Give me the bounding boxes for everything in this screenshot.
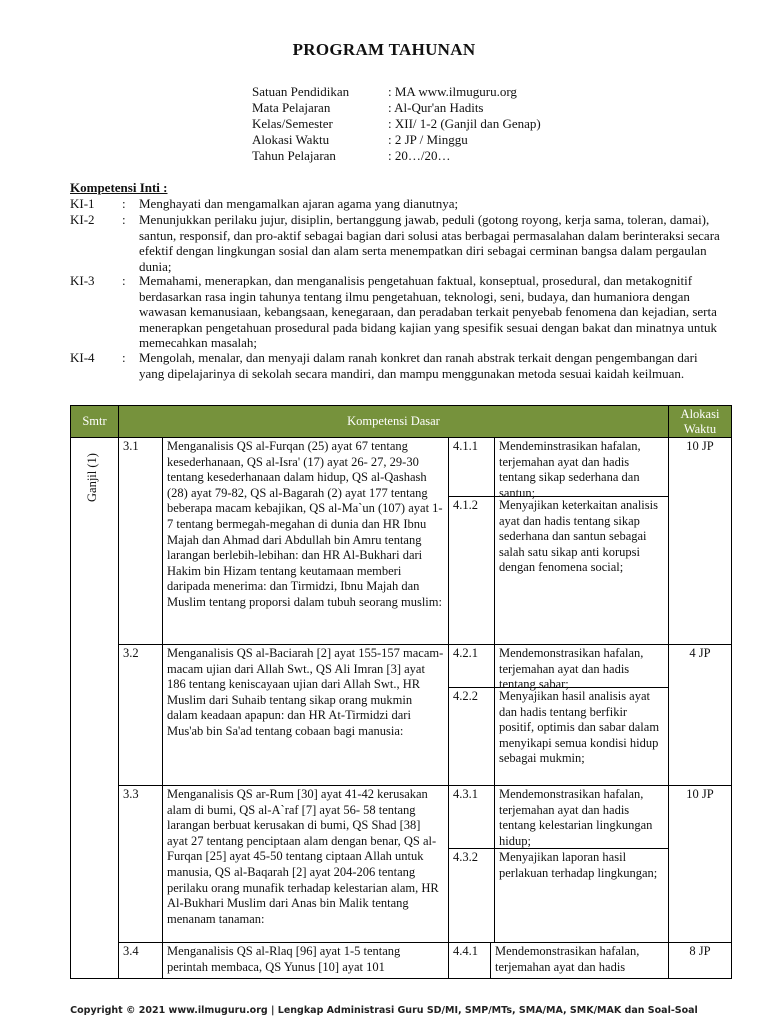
ki-text: Menunjukkan perilaku jujur, disiplin, bertanggung jawab, peduli (gotong royong, kerja sama, toleran, damai), santun, responsif, dan pro-aktif sebagai bagian dari solusi atas berbagai permasalahan dalam berinteraksi secara efektif dengan lingkungan sosial dan alam serta menempatkan diri sebagai cerminan bangsa dalam pergaulan dunia;: [139, 212, 720, 274]
kd-table: [70, 405, 732, 979]
header-alokasi-waktu: Alokasi Waktu: [669, 406, 732, 438]
ki-colon: :: [122, 212, 126, 227]
kd-text: Menganalisis QS ar-Rum [30] ayat 41-42 kerusakan alam di bumi, QS al-A`raf [7] ayat 56- 58 tentang larangan berbuat kerusakan di bumi, QS Shad [38] ayat 27 tentang penciptaan alam dengan benar, QS al-Furqan [25] ayat 45-50 tentang ciptaan Allah untuk manusia, QS al-Baqarah [2] ayat 204-206 tentang perilaku orang munafik terhadap kelestarian alam, HR Al-Bukhari Muslim dari Anas bin Malik tentang menanam tanaman:: [163, 786, 449, 943]
ki-code: KI-2: [70, 212, 95, 227]
page-title: PROGRAM TAHUNAN: [292, 40, 476, 59]
identity-value: : XII/ 1-2 (Ganjil dan Genap): [388, 116, 541, 131]
semester-label: Ganjil (1): [85, 453, 99, 502]
kd-number: 3.4: [119, 943, 163, 979]
sub-kd-text: Menyajikan laporan hasil perlakuan terhadap lingkungan;: [499, 850, 658, 880]
kd-number: 3.3: [119, 786, 163, 943]
table-row: [71, 438, 732, 645]
footer-copyright: Copyright © 2021 www.ilmuguru.org | Lengkap Administrasi Guru SD/MI, SMP/MTs, SMA/MA, SMK/MAK dan Soal-Soal: [70, 1005, 698, 1016]
sub-kd-number: 4.2.2: [449, 688, 495, 785]
identity-value: : Al-Qur'an Hadits: [388, 100, 484, 115]
ki-code: KI-4: [70, 350, 95, 365]
alokasi-value: 10 JP: [669, 786, 732, 943]
identity-row: [252, 84, 541, 100]
sub-kd-text: Mendemonstrasikan hafalan, terjemahan ayat dan hadis tentang kelestarian lingkungan hidup;: [499, 787, 653, 848]
identity-label: Alokasi Waktu: [252, 132, 330, 147]
semester-cell: [71, 438, 119, 979]
sub-kd-item: [449, 497, 668, 644]
kd-text: Menganalisis QS al-Rlaq [96] ayat 1-5 tentang perintah membaca, QS Yunus [10] ayat 101: [163, 943, 449, 979]
identity-value: : MA www.ilmuguru.org: [388, 84, 517, 99]
sub-kd-text: Menyajikan hasil analisis ayat dan hadis tentang berfikir positif, optimis dan sabar dalam menyikapi semua kondisi hidup sebagai mukmin;: [499, 689, 660, 766]
sub-kd-number: 4.1.1: [449, 438, 495, 496]
table-row: [71, 786, 732, 943]
identity-row: [252, 148, 541, 164]
ki-colon: :: [122, 273, 126, 288]
identity-row: [252, 116, 541, 132]
kd-number: 3.1: [119, 438, 163, 645]
kd-number: 3.2: [119, 645, 163, 786]
ki-text: Menghayati dan mengamalkan ajaran agama yang dianutnya;: [139, 196, 459, 211]
sub-kd-text: Menyajikan keterkaitan analisis ayat dan hadis tentang sikap sederhana dan santun sebagai salah satu sikap anti korupsi dengan fenomena social;: [499, 498, 658, 575]
identity-value: : 2 JP / Minggu: [388, 132, 468, 147]
sub-kd-number: 4.3.2: [449, 849, 495, 942]
identity-block: [252, 84, 541, 164]
ki-text: Mengolah, menalar, dan menyaji dalam ranah konkret dan ranah abstrak terkait dengan pengembangan dari yang dipelajarinya di sekolah secara mandiri, dan mampu menggunakan metoda sesuai kaidah keilmuan.: [139, 350, 698, 381]
header-smtr: Smtr: [71, 406, 119, 438]
kd-text: Menganalisis QS al-Furqan (25) ayat 67 tentang kesederhanaan, QS al-Isra' (17) ayat 26- 27, 29-30 tentang kesederhanaan dalam hidup, QS al-Qashash (28) ayat 79-82, QS al-Bagarah (2) ayat 177 tentang beberapa macam kebajikan, QS al-Ma`un (107) ayat 1-7 tentang bermegah-megahan di dunia dan HR Ibnu Majah dan Ahmad dari Abdullah bin Amru tentang larangan berlebih-lebihan: dan HR Al-Bukhari dari Hakim bin Hizam tentang keutamaan memberi daripada menerima: dan Tirmidzi, Ibnu Majah dan Muslim tentang proporsi dalam tubuh seorang muslim:: [163, 438, 449, 645]
ki-item: [70, 196, 720, 212]
identity-row: [252, 132, 541, 148]
alokasi-value: 4 JP: [669, 645, 732, 786]
sub-kd-text: Mendemonstrasikan hafalan, terjemahan ayat dan hadis: [491, 943, 669, 979]
alokasi-value: 10 JP: [669, 438, 732, 645]
ki-colon: :: [122, 196, 126, 211]
ki-item: [70, 273, 720, 351]
kd-text: Menganalisis QS al-Baciarah [2] ayat 155-157 macam-macam ujian dari Allah Swt., QS Ali Imran [3] ayat 186 tentang keniscayaan ujian dari Allah Swt., HR Muslim dari Suhaib tentang sikap orang mukmin dalam keadaan apapun: dan HR At-Tirmidzi dari Mus'ab bin Sa'ad tentang cobaan bagi manusia:: [163, 645, 449, 786]
identity-value: : 20…/20…: [388, 148, 451, 163]
sub-kd-item: [449, 438, 668, 500]
sub-kd-cell: [449, 645, 669, 786]
sub-kd-cell: [449, 438, 669, 645]
ki-item: [70, 350, 720, 381]
alokasi-value: 8 JP: [669, 943, 732, 979]
sub-kd-text: Mendemonstrasikan hafalan, terjemahan ayat dan hadis tentang sabar;: [499, 646, 644, 692]
ki-text: Memahami, menerapkan, dan menganalisis pengetahuan faktual, konseptual, prosedural, dan metakognitif berdasarkan rasa ingin tahunya tentang ilmu pengetahuan, teknologi, seni, budaya, dan humaniora dengan wawasan kemanusiaan, kebangsaan, kenegaraan, dan peradaban terkait penyebab fenomena dan kejadian, serta menerapkan pengetahuan prosedural pada bidang kajian yang spesifik sesuai dengan bakat dan minatnya untuk memecahkan masalah;: [139, 273, 717, 350]
sub-kd-number: 4.3.1: [449, 786, 495, 848]
ki-item: [70, 212, 720, 274]
identity-label: Tahun Pelajaran: [252, 148, 336, 163]
table-header-row: [71, 406, 732, 438]
ki-code: KI-3: [70, 273, 95, 288]
identity-row: [252, 100, 541, 116]
sub-kd-item: [449, 688, 668, 785]
sub-kd-number: 4.4.1: [449, 943, 491, 979]
table-row: [71, 943, 732, 979]
table-row: [71, 645, 732, 786]
identity-label: Kelas/Semester: [252, 116, 333, 131]
sub-kd-item: [449, 645, 668, 692]
sub-kd-number: 4.1.2: [449, 497, 495, 644]
ki-heading: Kompetensi Inti :: [70, 180, 168, 195]
identity-label: Mata Pelajaran: [252, 100, 331, 115]
ki-colon: :: [122, 350, 126, 365]
sub-kd-item: [449, 786, 668, 849]
ki-code: KI-1: [70, 196, 95, 211]
sub-kd-number: 4.2.1: [449, 645, 495, 687]
sub-kd-item: [449, 849, 668, 942]
sub-kd-text: Mendeminstrasikan hafalan, terjemahan ayat dan hadis tentang sikap sederhana dan santun;: [499, 439, 641, 500]
sub-kd-cell: [449, 786, 669, 943]
header-kompetensi-dasar: Kompetensi Dasar: [119, 406, 669, 438]
identity-label: Satuan Pendidikan: [252, 84, 350, 99]
